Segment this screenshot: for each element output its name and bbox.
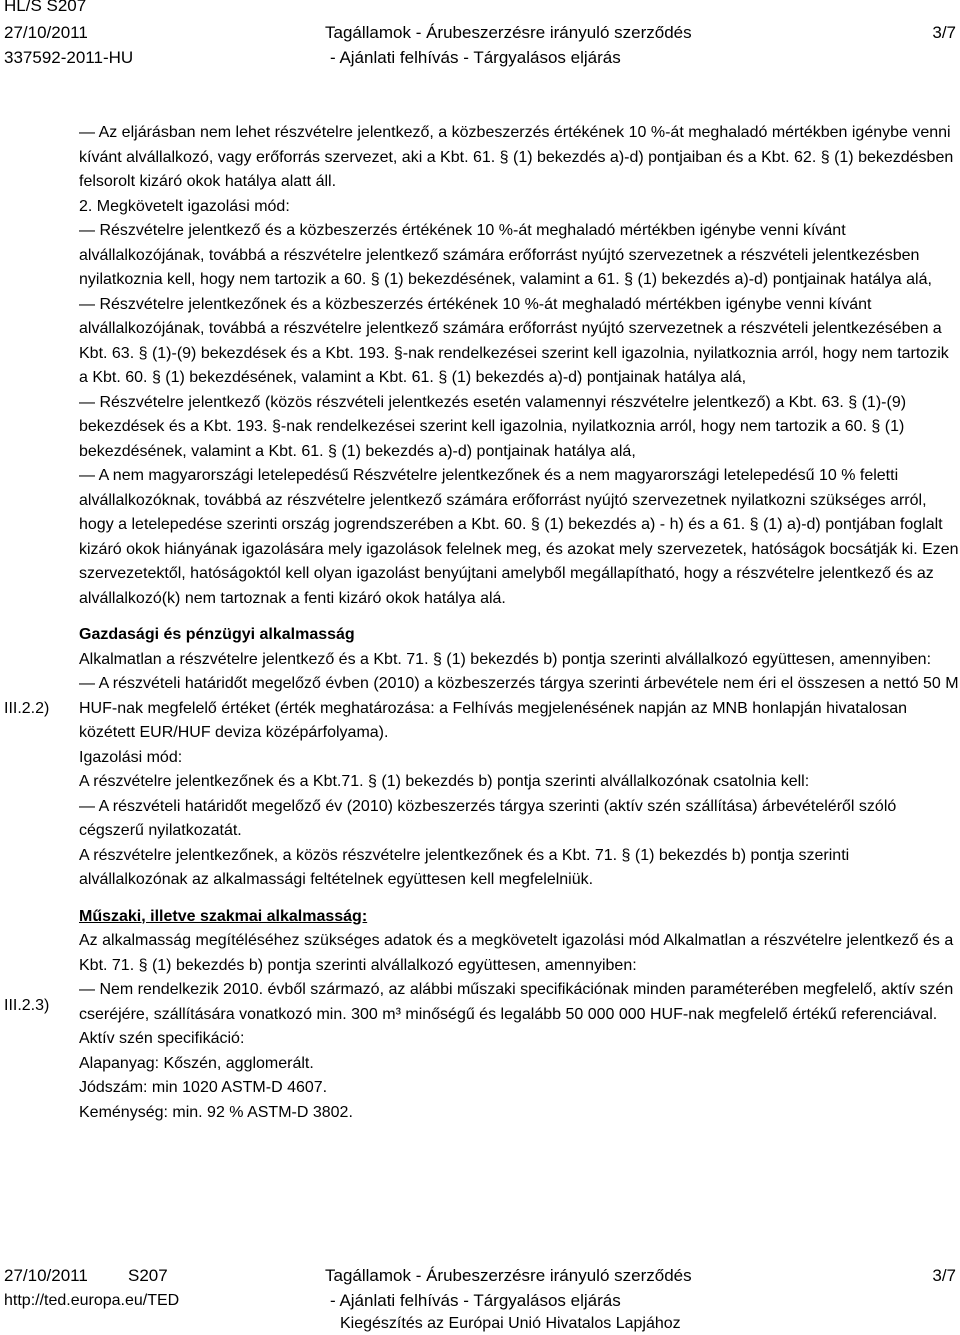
header-date: 27/10/2011 bbox=[4, 23, 88, 42]
notice-reference: 337592-2011-HU bbox=[4, 48, 134, 67]
footer-journal: S207 bbox=[128, 1266, 168, 1285]
footer-title-line3: Kiegészítés az Európai Unió Hivatalos Lapjához bbox=[340, 1315, 681, 1332]
main-content bbox=[79, 121, 959, 1125]
paragraph-economic: Igazolási mód: bbox=[79, 748, 183, 766]
paragraph-declaration-2: — Részvételre jelentkezőnek és a közbeszerzés értékének 10 %-át meghaladó mértékben igénybe venni kívánt alvállalkozójának, továbbá a részvételre jelentkező számára erőforrást nyújtó szervezetnek a részvételi jelentkezésében a Kbt. 63. § (1)-(9) bekezdések és a Kbt. 193. §-nak rendelkezései szerint kell igazolnia, nyilatkoznia arról, hogy nem tartozik a Kbt. 60. § (1) bekezdésének, valamint a Kbt. 61. § (1) bekezdés a)-d) pontjainak hatálya alá, bbox=[79, 295, 949, 386]
paragraph-technical: Keménység: min. 92 % ASTM-D 3802. bbox=[79, 1103, 353, 1121]
section-heading-economic: Gazdasági és pénzügyi alkalmasság bbox=[79, 626, 355, 643]
footer-page-number: 3/7 bbox=[932, 1266, 956, 1285]
footer-title-line2: - Ajánlati felhívás - Tárgyalásos eljárás bbox=[330, 1291, 621, 1310]
section-label-iii-2-2: III.2.2) bbox=[4, 700, 50, 717]
paragraph-technical: — Nem rendelkezik 2010. évből származó, az alábbi műszaki specifikációnak minden paraméterében megfelelő, aktív szén cseréjére, szállítására vonatkozó min. 300 m³ minőségű és legalább 50 000 000 HUF-nak megfelelő értékű referenciával. bbox=[79, 981, 954, 1023]
paragraph-declaration-3: — Részvételre jelentkező (közös részvételi jelentkezés esetén valamennyi részvételre jelentkező) a Kbt. 63. § (1)-(9) bekezdések és a Kbt. 193. §-nak rendelkezései szerint kell igazolnia, nyilatkoznia arról, hogy nem tartozik a 60. § (1) bekezdésének, valamint a Kbt. 61. § (1) bekezdés a)-d) pontjainak hatálya alá, bbox=[79, 393, 907, 460]
paragraph-economic: — A részvételi határidőt megelőző év (2010) közbeszerzés tárgya szerinti (aktív szén szállítása) árbevételéről szóló cégszerű nyilatkozatát. bbox=[79, 797, 897, 839]
paragraph-economic: A részvételre jelentkezőnek, a közös részvételre jelentkezőnek és a Kbt. 71. § (1) bekezdés b) pontja szerinti alvállalkozónak az alkalmassági feltételnek együttesen kell megfelelniük. bbox=[79, 846, 850, 888]
paragraph-economic: A részvételre jelentkezőnek és a Kbt.71. § (1) bekezdés b) pontja szerinti alvállalkozónak csatolnia kell: bbox=[79, 773, 810, 790]
paragraph-technical: Aktív szén specifikáció: bbox=[79, 1030, 245, 1047]
paragraph-technical: Jódszám: min 1020 ASTM-D 4607. bbox=[79, 1079, 328, 1096]
footer-title-line1: Tagállamok - Árubeszerzésre irányuló szerződés bbox=[325, 1266, 692, 1285]
journal-id: HL/S S207 bbox=[4, 0, 87, 15]
paragraph-verification-heading: 2. Megkövetelt igazolási mód: bbox=[79, 197, 290, 215]
footer-date: 27/10/2011 bbox=[4, 1266, 88, 1285]
header-title-line2: - Ajánlati felhívás - Tárgyalásos eljárás bbox=[330, 48, 621, 67]
paragraph-technical: Alapanyag: Kőszén, agglomerált. bbox=[79, 1054, 314, 1072]
footer-url[interactable]: http://ted.europa.eu/TED bbox=[4, 1292, 180, 1309]
section-label-iii-2-3: III.2.3) bbox=[4, 997, 50, 1014]
paragraph-foreign-entities: — A nem magyarországi letelepedésű Részvételre jelentkezőnek és a nem magyarországi letelepedésű 10 % feletti alvállalkozóknak, továbbá az részvételre jelentkező számára erőforrást nyújtó szervezetnek nyilatkozni szükséges arról, hogy a letelepedése szerinti ország jogrendszerében a Kbt. 60. § (1) bekezdés a) - h) és a 61. § (1) a)-d) pontjában foglalt kizáró okok hiányának igazolására mely igazolások felelnek meg, és azokat mely szervezetek, hatóságok bocsátják ki. Ezen szervezetektől, hatóságoktól kell olyan igazolást benyújtani amelyből megállapítható, hogy a részvételre jelentkező és az alvállalkozó(k) nem tartoznak a fenti kizáró okok hatálya alá. bbox=[79, 467, 959, 607]
section-heading-technical: Műszaki, illetve szakmai alkalmasság: bbox=[79, 907, 368, 925]
paragraph-exclusion: — Az eljárásban nem lehet részvételre jelentkező, a közbeszerzés értékének 10 %-át meghaladó mértékben igénybe venni kívánt alvállalkozó, vagy erőforrás szervezet, aki a Kbt. 61. § (1) bekezdés a)-d) pontjaiban és a Kbt. 62. § (1) bekezdésben felsorolt kizáró okok hatálya alatt áll. bbox=[79, 124, 954, 190]
paragraph-technical: Az alkalmasság megítéléséhez szükséges adatok és a megkövetelt igazolási mód Alkalmatlan a részvételre jelentkező és a Kbt. 71. § (1) bekezdés b) pontja szerinti alvállalkozó együttesen, amennyiben: bbox=[79, 932, 954, 974]
paragraph-declaration-1: — Részvételre jelentkező és a közbeszerzés értékének 10 %-át meghaladó mértékben igénybe venni kívánt alvállalkozójának, továbbá a részvételre jelentkező számára erőforrást nyújtó szervezetnek a részvételi jelentkezésben nyilatkoznia kell, hogy nem tartozik a 60. § (1) bekezdésének, valamint a 61. § (1) bekezdés a)-d) pontjainak hatálya alá, bbox=[79, 222, 932, 288]
paragraph-economic: Alkalmatlan a részvételre jelentkező és a Kbt. 71. § (1) bekezdés b) pontja szerinti alvállalkozó együttesen, amennyiben: bbox=[79, 650, 932, 668]
header-title-line1: Tagállamok - Árubeszerzésre irányuló szerződés bbox=[325, 23, 692, 42]
header-page-number: 3/7 bbox=[932, 23, 956, 42]
paragraph-economic: — A részvételi határidőt megelőző évben (2010) a közbeszerzés tárgya szerinti árbevétele nem éri el összesen a nettó 50 M HUF-nak megfelelő értéket (érték meghatározása: a Felhívás megjelenésének napján az MNB honlapján hivatalosan közétett EUR/HUF deviza középárfolyama). bbox=[79, 675, 959, 741]
